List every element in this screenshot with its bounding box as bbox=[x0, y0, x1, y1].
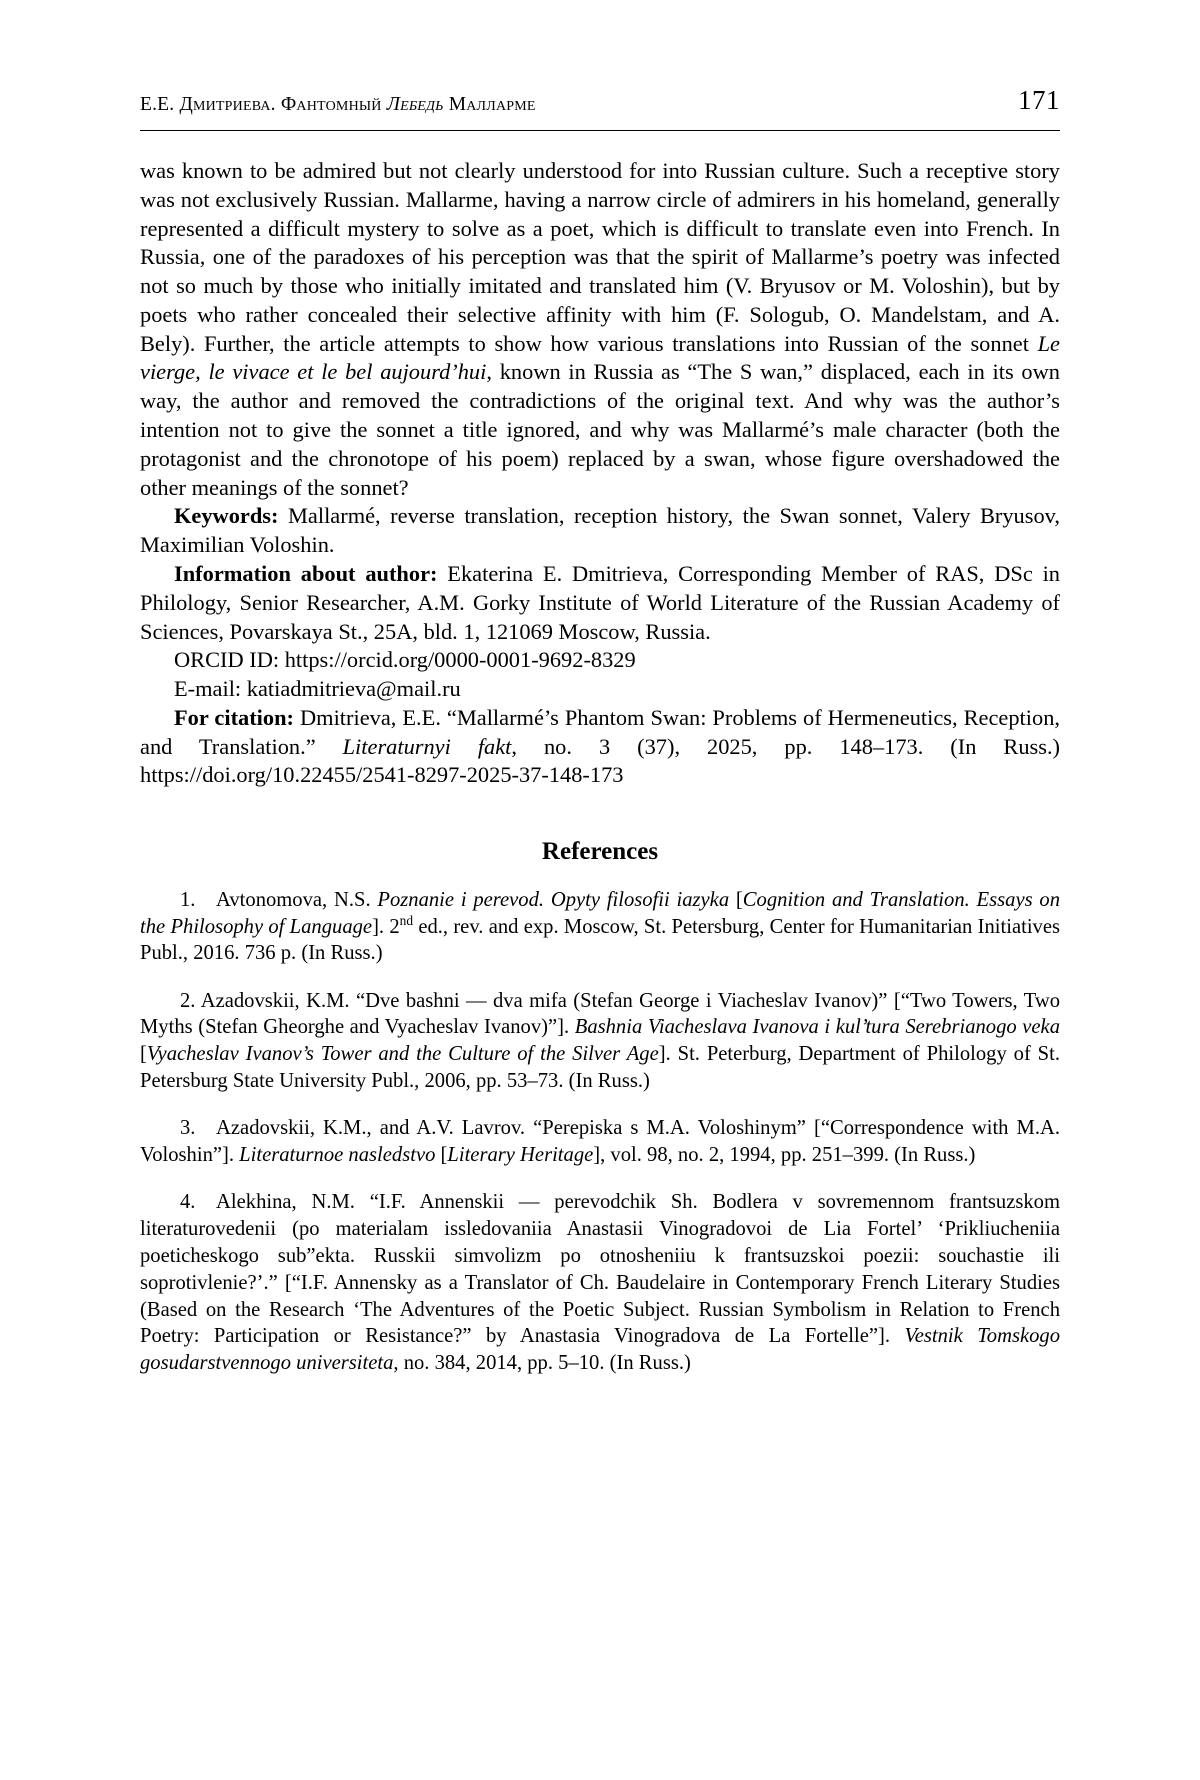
running-head-title bbox=[140, 94, 536, 116]
reference-text-segment: [ bbox=[140, 1043, 147, 1066]
references-list bbox=[140, 887, 1060, 1377]
author-info-paragraph bbox=[140, 560, 1060, 646]
reference-italic-segment: Literaturnoe nasledstvo bbox=[239, 1144, 436, 1167]
orcid-line: ORCID ID: https://orcid.org/0000-0001-9692-8329 bbox=[174, 647, 636, 673]
running-head-title-italic: Лебедь bbox=[386, 94, 444, 115]
citation-text-1: Dmitrieva, E.E. “Mallarmé’s Phantom Swan: Problems of Hermeneutics, Reception, and Translation.” bbox=[140, 704, 1060, 759]
reference-text-segment: [ bbox=[729, 888, 743, 911]
running-head bbox=[140, 85, 1060, 122]
reference-superscript-segment: nd bbox=[399, 912, 414, 928]
reference-italic-segment: Cognition and Translation. Essays on the Philosophy of Language bbox=[140, 888, 1060, 938]
reference-text-segment: 4. Alekhina, N.M. “I.F. Annenskii — perevodchik Sh. Bodlera v sovremennom frantsuzskom literaturovedenii (po materialam issledovaniia Anastasii Vinogradovoi de Lia Fortel’ ‘Prikliucheniia poeticheskogo sub”ekta. Russkii simvolizm po otnosheniiu k frantsuzskoi poezii: souchastie ili soprotivlenie?’.” [“I.F. Annensky as a Translator of Ch. Baudelaire in Contemporary French Literary Studies (Based on the Research ‘The Adventures of the Poetic Subject. Russian Symbolism in Relation to French Poetry: Participation or Resistance?” by Anastasia Vinogradova de La Fortelle”]. bbox=[140, 1191, 1060, 1348]
abstract-text-2: , known in Russia as “The S wan,” displaced, each in its own way, the author and removed the contradictions of the original text. And why was the author’s intention not to give the sonnet a title ignored, and why was Mallarmé’s male character (both the protagonist and the chronotope of his poem) replaced by a swan, whose figure overshadowed the other meanings of the sonnet? bbox=[140, 359, 1060, 500]
abstract-text-1: was known to be admired but not clearly understood for into Russian culture. Such a receptive story was not exclusively Russian. Mallarme, having a narrow circle of admirers in his homeland, generally represented a difficult mystery to solve as a poet, which is difficult to translate even into French. In Russia, one of the paradoxes of his perception was that the spirit of Mallarme’s poetry was infected not so much by those who initially imitated and translated him (V. Bryusov or M. Voloshin), but by poets who rather concealed their selective affinity with him (F. Sologub, O. Mandelstam, and A. Bely). Further, the article attempts to show how various translations into Russian of the sonnet bbox=[140, 158, 1060, 356]
citation-journal: Literaturnyi fakt bbox=[342, 733, 512, 759]
citation-label: For citation: bbox=[174, 704, 294, 730]
citation-paragraph bbox=[140, 704, 1060, 790]
reference-text-segment: ed., rev. and exp. Moscow, St. Petersburg, Center for Humanitarian Initiatives Publ., 2016. 736 p. (In Russ.) bbox=[140, 915, 1060, 965]
reference-text-segment: , no. 384, 2014, pp. 5–10. (In Russ.) bbox=[393, 1352, 691, 1375]
abstract-sonnet-title: Le vierge, le vivace et le bel aujourd’hui bbox=[140, 330, 1060, 385]
author-info-label: Information about author: bbox=[174, 560, 438, 586]
running-head-title-pre: Е.Е. Дмитриева. Фантомный bbox=[140, 94, 387, 115]
reference-text-segment: ]. 2 bbox=[372, 915, 400, 938]
reference-italic-segment: Vestnik Tomskogo gosudarstvennogo universiteta bbox=[140, 1325, 1060, 1375]
keywords-text: Mallarmé, reverse translation, reception history, the Swan sonnet, Valery Bryusov, Maximilian Voloshin. bbox=[140, 503, 1060, 558]
running-head-title-post: Малларме bbox=[443, 94, 536, 115]
abstract-section bbox=[140, 157, 1060, 790]
header-divider bbox=[140, 130, 1060, 131]
reference-italic-segment: Literary Heritage bbox=[447, 1144, 594, 1167]
keywords-label: Keywords: bbox=[174, 503, 279, 529]
reference-text-segment: 3. Azadovskii, K.M., and A.V. Lavrov. “Perepiska s M.A. Voloshinym” [“Correspondence with M.A. Voloshin”]. bbox=[140, 1117, 1060, 1167]
page-number: 171 bbox=[1018, 85, 1060, 115]
reference-item bbox=[140, 988, 1060, 1095]
reference-italic-segment: Vyacheslav Ivanov’s Tower and the Culture of the Silver Age bbox=[146, 1043, 659, 1066]
reference-text-segment: 2. Azadovskii, K.M. “Dve bashni — dva mifa (Stefan George i Viacheslav Ivanov)” [“Two Towers, Two Myths (Stefan Gheorghe and Vyacheslav Ivanov)”]. bbox=[140, 989, 1060, 1039]
reference-text-segment: [ bbox=[435, 1144, 448, 1167]
author-info-text: Ekaterina E. Dmitrieva, Corresponding Member of RAS, DSc in Philology, Senior Researcher, A.M. Gorky Institute of World Literature of the Russian Academy of Sciences, Povarskaya St., 25A, bld. 1, 121069 Moscow, Russia. bbox=[140, 560, 1060, 644]
reference-italic-segment: Poznanie i perevod. Opyty filosofii iazyka bbox=[377, 888, 730, 911]
email-line: E-mail: katiadmitrieva@mail.ru bbox=[174, 676, 461, 702]
references-heading: References bbox=[541, 838, 659, 866]
reference-item bbox=[140, 887, 1060, 967]
reference-text-segment: ]. St. Peterburg, Department of Philology of St. Petersburg State University Publ., 2006, pp. 53–73. (In Russ.) bbox=[140, 1043, 1061, 1092]
abstract-paragraph bbox=[140, 157, 1060, 502]
reference-text-segment: 1. Avtonomova, N.S. bbox=[180, 888, 378, 911]
reference-text-segment: ], vol. 98, no. 2, 1994, pp. 251–399. (In Russ.) bbox=[593, 1144, 976, 1167]
reference-italic-segment: Bashnia Viacheslava Ivanova i kul’tura Serebrianogo veka bbox=[574, 1016, 1060, 1039]
reference-item bbox=[140, 1189, 1060, 1376]
citation-text-2: , no. 3 (37), 2025, pp. 148–173. (In Russ.) https://doi.org/10.22455/2541-8297-2025-37-148-173 bbox=[140, 733, 1060, 788]
reference-item bbox=[140, 1115, 1060, 1169]
keywords-paragraph bbox=[140, 502, 1060, 560]
